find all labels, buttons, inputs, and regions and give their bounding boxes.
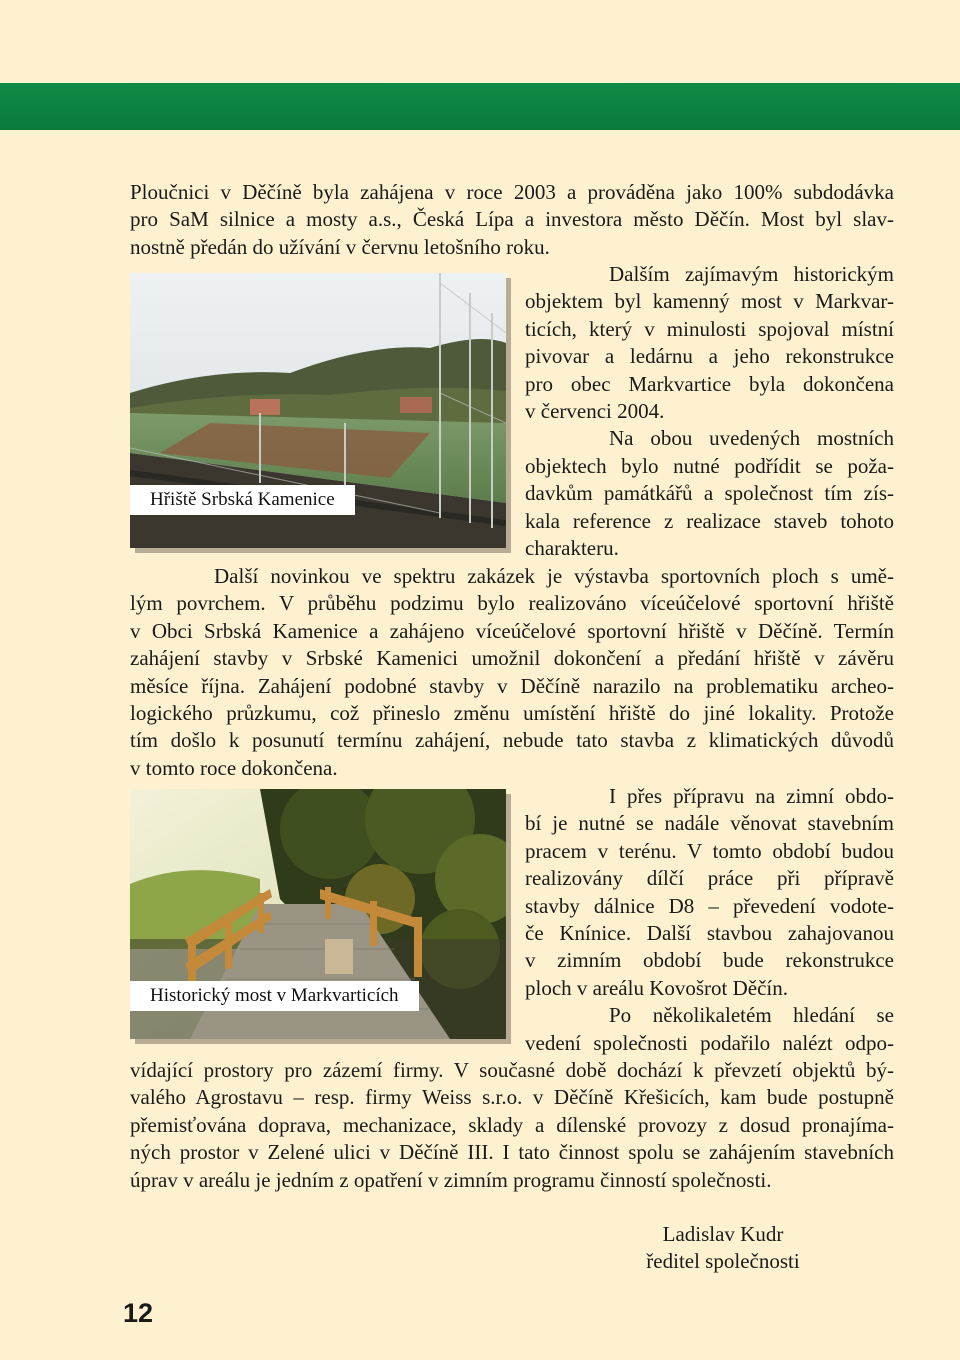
text-line: realizovány dílčí práce při přípravě bbox=[525, 866, 894, 891]
photo-caption: Historický most v Markvarticích bbox=[130, 981, 419, 1011]
text-line: pro SaM silnice a mosty a.s., Česká Lípa a investora město Děčín. Most byl slav- bbox=[130, 207, 894, 232]
text-line: če Knínice. Další stavbou zahajovanou bbox=[525, 920, 894, 945]
text-line: Další novinkou ve spektru zakázek je výstavba sportovních ploch s umě- bbox=[214, 564, 894, 588]
text-line: I přes přípravu na zimní obdo- bbox=[609, 784, 894, 808]
header-band bbox=[0, 83, 960, 130]
text-line: tím došlo k posunutí termínu zahájení, nebude tato stavba z klimatických důvodů bbox=[130, 728, 894, 753]
text-line: stavby dálnice D8 – převedení vodote- bbox=[525, 893, 894, 918]
text-line: davkům památkářů a společnost tím zís- bbox=[525, 481, 894, 506]
text-line: charakteru. bbox=[525, 535, 619, 560]
text-line: přemisťována doprava, mechanizace, sklady a dílenské provozy z dosud pronajíma- bbox=[130, 1112, 894, 1137]
text-line: Na obou uvedených mostních bbox=[609, 426, 894, 451]
text-line: ploch v areálu Kovošrot Děčín. bbox=[525, 975, 789, 1000]
text-line: lým povrchem. V průběhu podzimu bylo realizováno víceúčelové sportovní hřiště bbox=[130, 591, 894, 616]
text-line: zahájení stavby v Srbské Kamenici umožnil dokončení a předání hřiště v závěru bbox=[130, 646, 894, 671]
paragraph-3 bbox=[130, 1057, 894, 1194]
wrap-text-2 bbox=[525, 783, 894, 1057]
text-line: měsíce října. Zahájení podobné stavby v Děčíně narazilo na problematiku archeo- bbox=[130, 673, 894, 698]
signature-name: Ladislav Kudr bbox=[662, 1222, 784, 1246]
text-line: ných prostor v Zelené ulici v Děčíně III. I tato činnost spolu se zahájením stavebních bbox=[130, 1140, 894, 1165]
text-line: logického průzkumu, což přineslo změnu umístění hřiště do jiné lokality. Protože bbox=[130, 700, 894, 725]
paragraph-2 bbox=[130, 563, 894, 782]
text-line: vedení společnosti podařilo nalézt odpo- bbox=[525, 1030, 894, 1055]
text-line: v tomto roce dokončena. bbox=[130, 755, 338, 780]
text-line: v červenci 2004. bbox=[525, 398, 665, 423]
signature-role: ředitel společnosti bbox=[646, 1249, 800, 1274]
text-line: Dalším zajímavým historickým bbox=[609, 262, 894, 286]
photo-playground-srbska-kamenice bbox=[130, 273, 506, 548]
text-line: ticích, který v minulosti spojoval místní bbox=[525, 316, 894, 341]
text-line: objektem byl kamenný most v Markvar- bbox=[525, 289, 894, 314]
text-line: valého Agrostavu – resp. firmy Weiss s.r.o. v Děčíně Křešicích, kam bude postupně bbox=[130, 1085, 894, 1110]
photo-historic-bridge-markvartice bbox=[130, 789, 506, 1039]
text-line: objektech bylo nutné podřídit se poža- bbox=[525, 453, 894, 478]
paragraph-1 bbox=[130, 179, 894, 261]
text-line: bí je nutné se nadále věnovat stavebním bbox=[525, 811, 894, 836]
text-line: vídající prostory pro zázemí firmy. V současné době dochází k převzetí objektů bý- bbox=[130, 1058, 894, 1082]
text-line: kala reference z realizace staveb tohoto bbox=[525, 508, 894, 533]
text-line: úprav v areálu je jedním z opatření v zimním programu činností společnosti. bbox=[130, 1167, 772, 1192]
text-line: pracem v terénu. V tomto období budou bbox=[525, 838, 894, 863]
text-line: Ploučnici v Děčíně byla zahájena v roce 2003 a prováděna jako 100% subdodávka bbox=[130, 180, 894, 204]
text-line: Po několikaletém hledání se bbox=[609, 1003, 894, 1028]
signature-block bbox=[628, 1221, 818, 1276]
text-line: v Obci Srbská Kamenice a zahájeno víceúčelové sportovní hřiště v Děčíně. Termín bbox=[130, 618, 894, 643]
wrap-text-1 bbox=[525, 261, 894, 562]
text-line: v zimním období bude rekonstrukce bbox=[525, 948, 894, 973]
text-line: pro obec Markvartice byla dokončena bbox=[525, 371, 894, 396]
photo-caption: Hřiště Srbská Kamenice bbox=[130, 485, 355, 515]
text-line: pivovar a ledárnu a jeho rekonstrukce bbox=[525, 344, 894, 369]
text-line: nostně předán do užívání v červnu letošního roku. bbox=[130, 234, 550, 259]
page-number: 12 bbox=[123, 1298, 154, 1328]
